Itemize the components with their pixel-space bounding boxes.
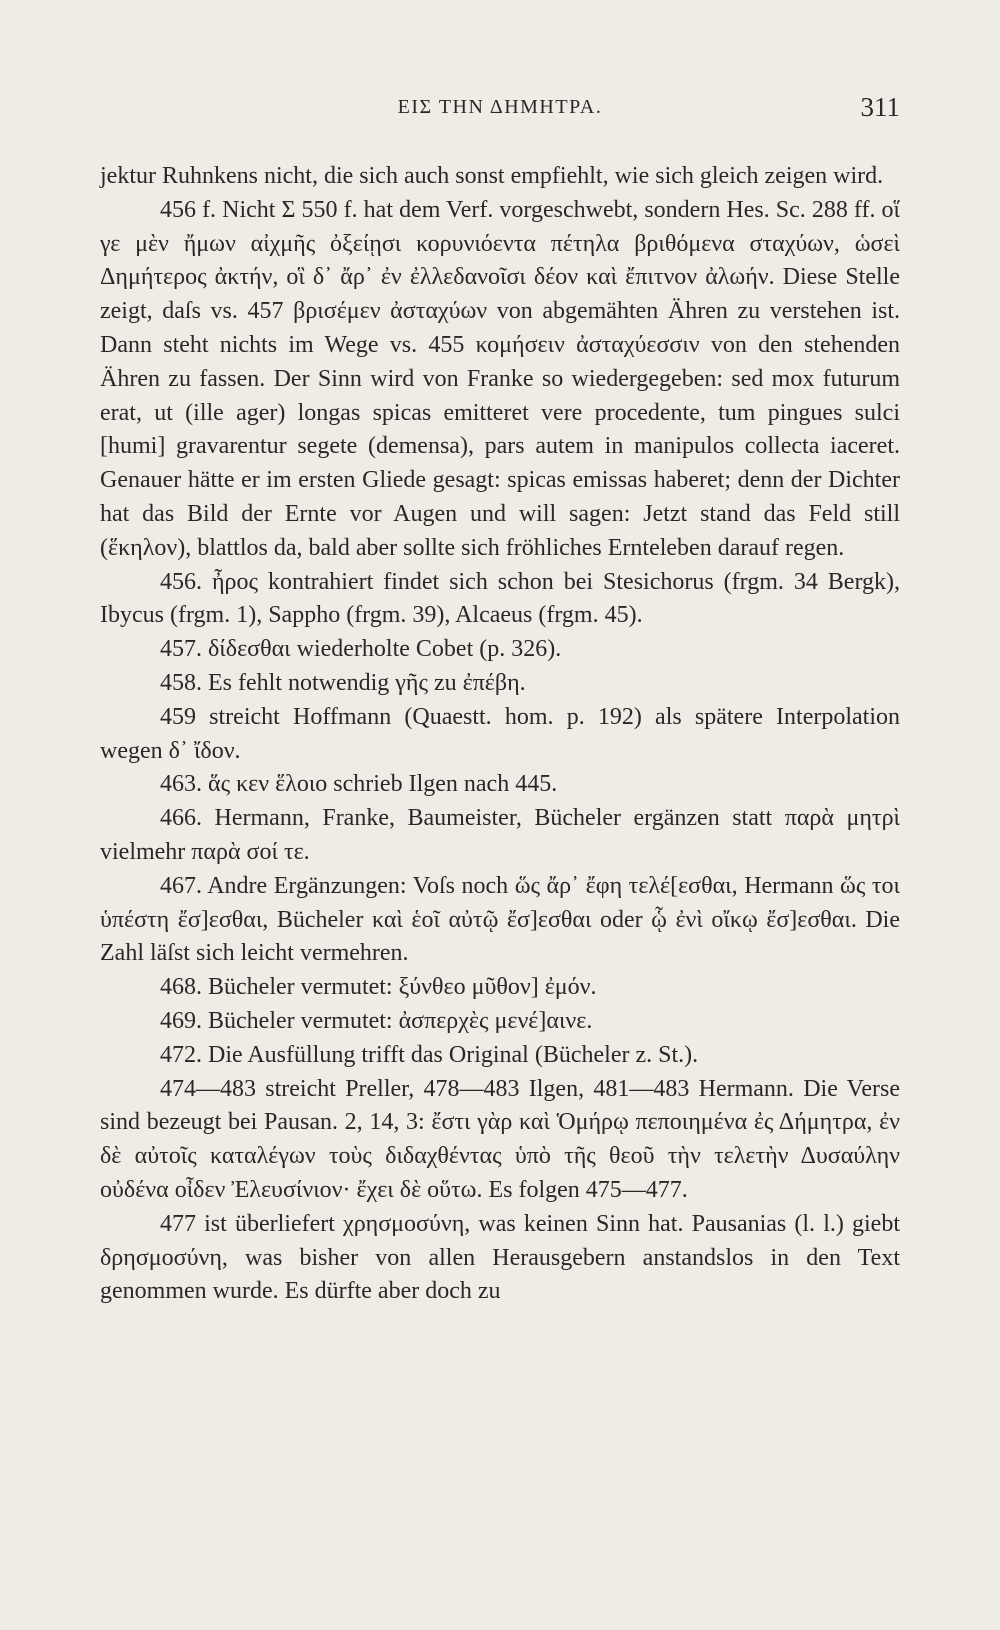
- running-header: [100, 92, 900, 130]
- page-number: 311: [860, 92, 900, 122]
- paragraph: 472. Die Ausfüllung trifft das Original (Bücheler z. St.).: [160, 1041, 699, 1068]
- paragraph: 467. Andre Ergänzungen: Voſs noch ὥς ἄρ᾽ ἔφη τελέ[εσθαι, Hermann ὥς τοι ὑπέστη ἔσ]εσθαι, Bücheler καὶ ἑοῖ αὐτῷ ἔσ]εσθαι oder ᾧ ἐνὶ οἴκῳ ἔσ]εσθαι. Die Zahl läſst sich leicht vermehren.: [100, 872, 900, 967]
- paragraph: 459 streicht Hoffmann (Quaestt. hom. p. 192) als spätere Interpolation wegen δ᾽ ἴδον.: [100, 703, 900, 764]
- paragraph: 456. ἦρος kontrahiert findet sich schon bei Stesichorus (frgm. 34 Bergk), Ibycus (frgm. 1), Sappho (frgm. 39), Alcaeus (frgm. 45).: [100, 568, 900, 629]
- paragraph: 477 ist überliefert χρησμοσύνη, was keinen Sinn hat. Pausanias (l. l.) giebt δρησμοσύνη, was bisher von allen Herausgebern anstandslos in den Text genommen wurde. Es dürfte aber doch zu: [100, 1210, 900, 1305]
- paragraph: jektur Ruhnkens nicht, die sich auch sonst empfiehlt, wie sich gleich zeigen wird.: [100, 163, 884, 189]
- paragraph: 458. Es fehlt notwendig γῆς zu ἐπέβη.: [160, 669, 526, 696]
- paragraph: 469. Bücheler vermutet: ἀσπερχὲς μενέ]αινε.: [160, 1007, 593, 1034]
- paragraph: 468. Bücheler vermutet: ξύνθεο μῦθον] ἐμόν.: [160, 974, 597, 1001]
- paragraph: 474—483 streicht Preller, 478—483 Ilgen, 481—483 Hermann. Die Verse sind bezeugt bei Pausan. 2, 14, 3: ἔστι γὰρ καὶ Ὁμήρῳ πεποιημένα ἐς Δήμητρα, ἐν δὲ αὐτοῖς καταλέγων τοὺς διδαχθέντας ὑπὸ τῆς θεοῦ τὴν τελετὴν Δυσαύλην οὐδένα οἶδεν Ἐλευσίνιον· ἔχει δὲ οὕτω. Es folgen 475—477.: [100, 1075, 900, 1203]
- paragraph: 466. Hermann, Franke, Baumeister, Bücheler ergänzen statt παρὰ μητρὶ vielmehr παρὰ σοί τε.: [100, 805, 900, 865]
- running-title: ΕΙΣ ΤΗΝ ΔΗΜΗΤΡΑ.: [397, 96, 603, 118]
- main-text: [100, 160, 900, 1309]
- paragraph: 463. ἅς κεν ἕλοιο schrieb Ilgen nach 445.: [160, 771, 558, 798]
- paragraph: 456 f. Nicht Σ 550 f. hat dem Verf. vorgeschwebt, sondern Hes. Sc. 288 ff. οἵ γε μὲν ἤμων αἰχμῆς ὀξείῃσι κορυνιόεντα πέτηλα βριθόμενα σταχύων, ὡσεὶ Δημήτερος ἀκτήν, οἳ δ᾽ ἄρ᾽ ἐν ἐλλεδανοῖσι δέον καὶ ἔπιτνον ἀλωήν. Diese Stelle zeigt, daſs vs. 457 βρισέμεν ἀσταχύων von abgemähten Ähren zu verstehen ist. Dann steht nichts im Wege vs. 455 κομήσειν ἀσταχύεσσιν von den stehenden Ähren zu fassen. Der Sinn wird von Franke so wiedergegeben: sed mox futurum erat, ut (ille ager) longas spicas emitteret vere procedente, tum pingues sulci [humi] gravarentur segete (demensa), pars autem in manipulos collecta iaceret. Genauer hätte er im ersten Gliede gesagt: spicas emissas haberet; denn der Dichter hat das Bild der Ernte vor Augen und will sagen: Jetzt stand das Feld still (ἕκηλον), blattlos da, bald aber sollte sich fröhliches Ernteleben darauf regen.: [100, 196, 900, 561]
- paragraph: 457. δίδεσθαι wiederholte Cobet (p. 326).: [160, 636, 562, 663]
